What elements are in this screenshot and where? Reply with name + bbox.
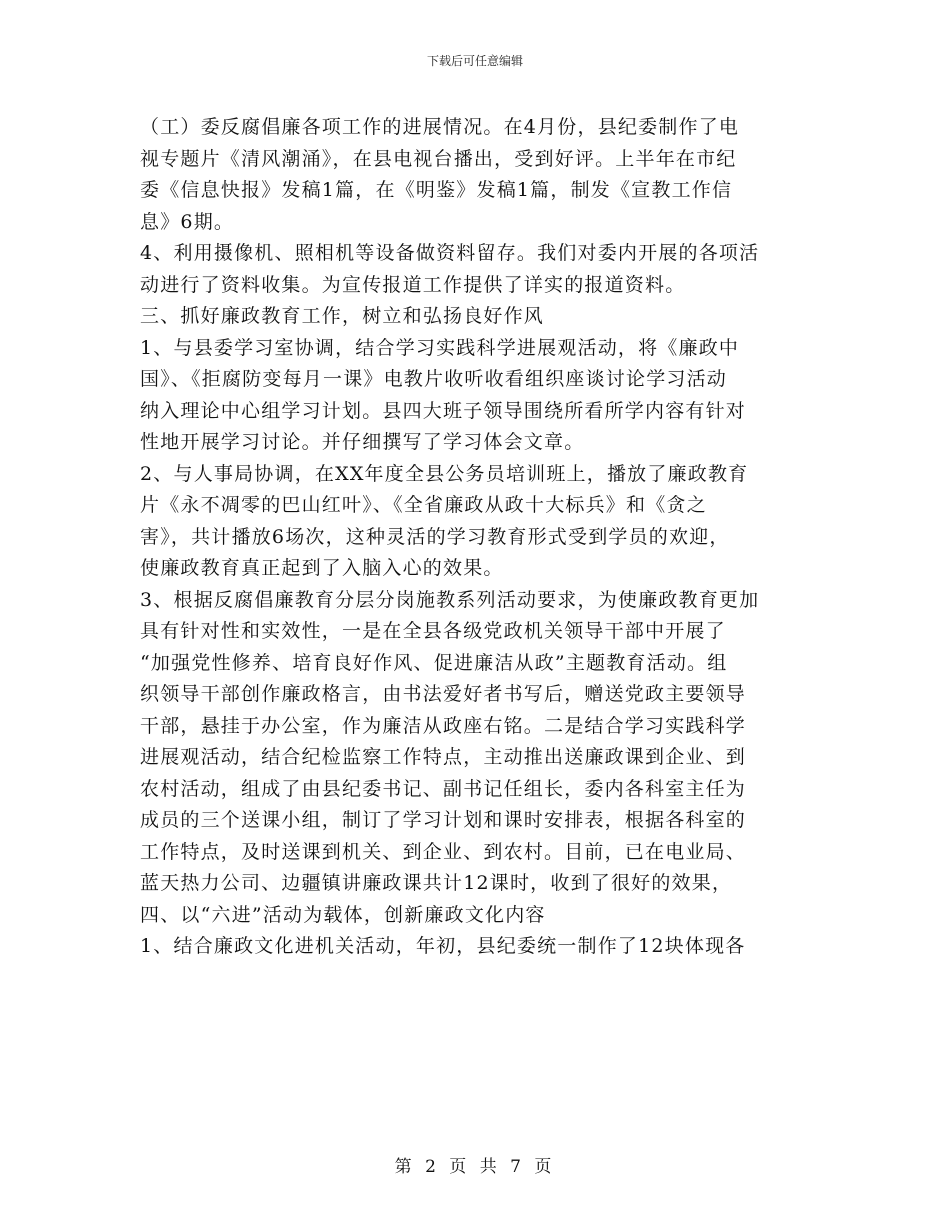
- text-line: 害》，共计播放6场次，这种灵活的学习教育形式受到学员的欢迎，: [140, 525, 730, 548]
- text-line: 干部，悬挂于办公室，作为廉洁从政座右铭。二是结合学习实践科学: [140, 714, 747, 737]
- text-line: 息》6期。: [140, 210, 235, 233]
- text-line: 视专题片《清风潮涌》，在县电视台播出，受到好评。上半年在市纪: [140, 147, 737, 170]
- text-line: 纳入理论中心组学习计划。县四大班子领导围绕所看所学内容有针对: [140, 399, 747, 422]
- text-line: 委《信息快报》发稿1篇，在《明鉴》发稿1篇，制发《宣教工作信: [140, 179, 733, 201]
- text-line: 具有针对性和实效性，一是在全县各级党政机关领导干部中开展了: [140, 620, 726, 642]
- text-line: “加强党性修养、培育良好作风、促进廉洁从政”主题教育活动。组: [140, 651, 728, 674]
- text-line: 2、与人事局协调，在XX年度全县公务员培训班上，播放了廉政教育: [140, 462, 749, 485]
- text-line: 蓝天热力公司、边疆镇讲廉政课共计12课时，收到了很好的效果，: [140, 872, 733, 894]
- header-note: 下载后可任意编辑: [426, 54, 523, 68]
- text-line: （工）委反腐倡廉各项工作的进展情况。在4月份，县纪委制作了电: [140, 116, 740, 138]
- text-line: 性地开展学习讨论。并仔细撰写了学习体会文章。: [140, 431, 585, 453]
- text-line: 四、以“六进”活动为载体，创新廉政文化内容: [140, 903, 546, 926]
- text-line: 1、与县委学习室协调，结合学习实践科学进展观活动，将《廉政中: [140, 336, 740, 359]
- text-line: 动进行了资料收集。为宣传报道工作提供了详实的报道资料。: [140, 273, 686, 296]
- text-line: 1、结合廉政文化进机关活动，年初，县纪委统一制作了12块体现各: [140, 935, 746, 957]
- page-footer: 第 2 页 共 7 页: [394, 1157, 556, 1177]
- text-line: 成员的三个送课小组，制订了学习计划和课时安排表，根据各科室的: [140, 809, 747, 831]
- text-line: 织领导干部创作廉政格言，由书法爱好者书写后，赠送党政主要领导: [140, 683, 747, 705]
- text-line: 工作特点，及时送课到机关、到企业、到农村。目前，已在电业局、: [140, 840, 747, 863]
- text-line: 3、根据反腐倡廉教育分层分岗施教系列活动要求，为使廉政教育更加: [140, 588, 760, 611]
- text-line: 三、抓好廉政教育工作，树立和弘扬良好作风: [140, 305, 545, 327]
- text-line: 国》、《拒腐防变每月一课》电教片收听收看组织座谈讨论学习活动: [140, 368, 728, 390]
- text-line: 片《永不凋零的巴山红叶》、《全省廉政从政十大标兵》和《贪之: [140, 494, 707, 516]
- text-line: 进展观活动，结合纪检监察工作特点，主动推出送廉政课到企业、到: [140, 746, 747, 768]
- text-line: 使廉政教育真正起到了入脑入心的效果。: [140, 557, 504, 579]
- document-body: [140, 112, 810, 963]
- text-line: 4、利用摄像机、照相机等设备做资料留存。我们对委内开展的各项活: [140, 242, 760, 264]
- text-line: 农村活动，组成了由县纪委书记、副书记任组长，委内各科室主任为: [140, 777, 747, 800]
